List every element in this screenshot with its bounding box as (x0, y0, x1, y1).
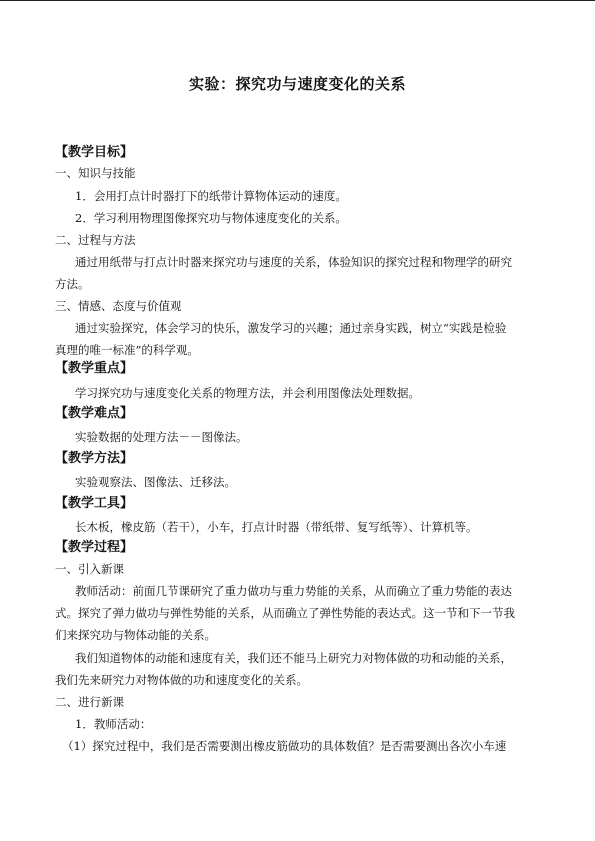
paragraph-line: 长木板，橡皮筋（若干），小车，打点计时器（带纸带、复写纸等）、计算机等。 (75, 520, 478, 534)
paragraph-line: 我们先来研究力对物体做的功和速度变化的关系。 (55, 673, 308, 687)
page-title: 实验：探究功与速度变化的关系 (188, 75, 406, 93)
paragraph-line: （1）探究过程中，我们是否需要测出橡皮筋做功的具体数值？是否需要测出各次小车速 (62, 739, 507, 753)
list-item: 1．教师活动： (75, 717, 152, 731)
section-heading-process: 【教学过程】 (55, 540, 134, 555)
goal-item-2: 2．学习利用物理图像探究功与物体速度变化的关系。 (75, 211, 347, 225)
subsection-attitude: 三、情感、态度与价值观 (55, 299, 182, 313)
paragraph-line: 实验数据的处理方法－－图像法。 (75, 430, 248, 444)
paragraph-line: 真理的唯一标准”的科学观。 (55, 343, 199, 357)
subsection-knowledge: 一、知识与技能 (55, 166, 136, 180)
goal-item-1: 1．会用打点计时器打下的纸带计算物体运动的速度。 (75, 189, 347, 203)
paragraph-line: 我们知道物体的动能和速度有关，我们还不能马上研究力对物体做的功和动能的关系， (75, 651, 512, 665)
paragraph-line: 们来探究功与物体动能的关系。 (55, 628, 216, 642)
subsection-process: 二、过程与方法 (55, 233, 136, 247)
subsection-new-lesson: 二、进行新课 (55, 695, 124, 709)
section-heading-methods: 【教学方法】 (55, 451, 134, 466)
paragraph-line: 学习探究功与速度变化关系的物理方法，并会利用图像法处理数据。 (75, 386, 420, 400)
paragraph-line: 教师活动：前面几节课研究了重力做功与重力势能的关系，从而确立了重力势能的表达 (75, 584, 512, 598)
section-heading-key: 【教学重点】 (55, 361, 134, 376)
paragraph-line: 方法。 (55, 277, 90, 291)
paragraph-line: 式。探究了弹力做功与弹性势能的关系，从而确立了弹性势能的表达式。这一节和下一节我 (55, 606, 515, 620)
paragraph-line: 通过实验探究，体会学习的快乐，激发学习的兴趣；通过亲身实践，树立“实践是检验 (75, 321, 507, 335)
paragraph-line: 通过用纸带与打点计时器来探究功与速度的关系，体验知识的探究过程和物理学的研究 (75, 255, 512, 269)
section-heading-goals: 【教学目标】 (55, 145, 134, 160)
section-heading-tools: 【教学工具】 (55, 496, 134, 511)
paragraph-line: 实验观察法、图像法、迁移法。 (75, 475, 236, 489)
section-heading-difficulty: 【教学难点】 (55, 406, 134, 421)
subsection-intro: 一、引入新课 (55, 562, 124, 576)
